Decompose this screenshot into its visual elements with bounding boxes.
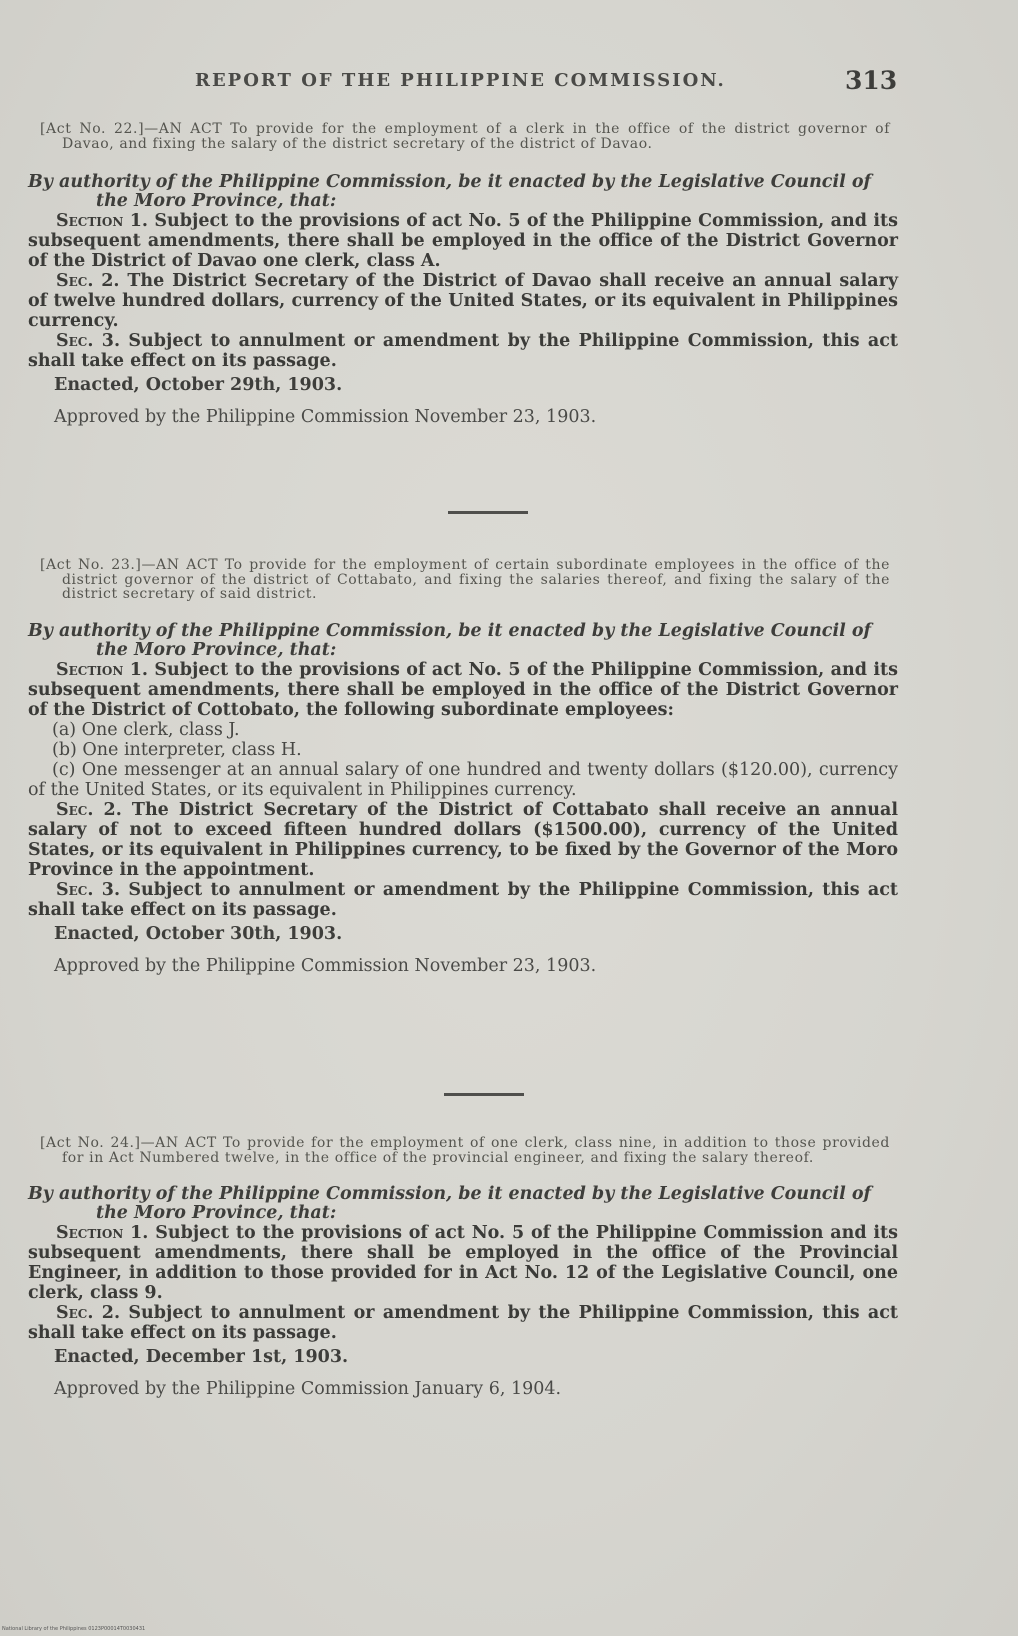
section-label: Section 1. [56,1223,149,1243]
section-2 [28,1303,898,1343]
section-label: Sec. 3. [56,879,121,900]
running-title: REPORT OF THE PHILIPPINE COMMISSION. [195,70,726,91]
section-label: Section 1. [56,659,148,680]
act-22 [28,122,898,427]
scan-footer-note: National Library of the Philippines 0123P00014T0030431 [2,1626,146,1632]
page-number: 313 [845,66,898,95]
section-label: Sec. 3. [56,331,121,351]
section-label: Sec. 2. [56,799,122,820]
approved-date: Approved by the Philippine Commission January 6, 1904. [54,1379,562,1399]
enacted-date: Enacted, October 30th, 1903. [54,923,343,944]
section-text: Subject to the provisions of act No. 5 of the Philippine Commission and its subsequent amendments, there shall be employed in the office of the Provincial Engineer, in addition to those provided for in Act No. 12 of the Legislative Council, one clerk, class 9. [28,1223,898,1303]
section-text: Subject to annulment or amendment by the Philippine Commission, this act shall take effect on its passage. [28,1303,898,1343]
section-text: Subject to the provisions of act No. 5 of the Philippine Commission, and its subsequent amendments, there shall be employed in the office of the District Governor of the District of Cottobato, the following subordinate employees: [28,659,898,720]
section-label: Section 1. [56,211,148,231]
section-divider [444,1093,524,1096]
list-item: (c) One messenger at an annual salary of one hundred and twenty dollars ($120.00), currency of the United States, or its equivalent in Philippines currency. [28,759,898,800]
enacted-date: Enacted, December 1st, 1903. [54,1347,349,1367]
section-1 [28,211,898,271]
act-heading: [Act No. 23.]—AN ACT To provide for the employment of certain subordinate employees in the office of the district governor of the district of Cottabato, and fixing the salaries thereof, and fixing the salary of the district secretary of said district. [40,557,890,602]
section-label: Sec. 2. [56,1303,121,1323]
section-1 [28,1223,898,1303]
approved-date: Approved by the Philippine Commission November 23, 1903. [54,955,597,976]
section-text: Subject to annulment or amendment by the Philippine Commission, this act shall take effect on its passage. [28,879,898,920]
section-3 [28,880,898,920]
act-heading: [Act No. 24.]—AN ACT To provide for the employment of one clerk, class nine, in addition to those provided for in Act Numbered twelve, in the office of the provincial engineer, and fixing the salary thereof. [40,1135,890,1166]
section-text: The District Secretary of the District of Cottabato shall receive an annual salary of not to exceed fifteen hundred dollars ($1500.00), currency of the United States, or its equivalent in Philippines currency, to be fixed by the Governor of the Moro Province in the appointment. [28,799,898,880]
act-23 [28,558,898,976]
enacting-clause: By authority of the Philippine Commission, be it enacted by the Legislative Council of the Moro Province, that: [28,1184,872,1223]
enacting-clause: By authority of the Philippine Commission, be it enacted by the Legislative Council of the Moro Province, that: [28,620,872,660]
section-label: Sec. 2. [56,271,120,291]
list-item: (b) One interpreter, class H. [52,739,302,760]
enacted-date: Enacted, October 29th, 1903. [54,375,343,395]
section-text: The District Secretary of the District of Davao shall receive an annual salary of twelve hundred dollars, currency of the United States, or its equivalent in Philippines currency. [28,271,898,331]
section-divider [448,511,528,514]
page-header [0,66,1018,106]
list-item: (a) One clerk, class J. [52,719,240,740]
approved-date: Approved by the Philippine Commission November 23, 1903. [54,407,597,427]
section-text: Subject to the provisions of act No. 5 of the Philippine Commission, and its subsequent amendments, there shall be employed in the office of the District Governor of the District of Davao one clerk, class A. [28,211,898,271]
section-1 [28,660,898,720]
act-heading: [Act No. 22.]—AN ACT To provide for the employment of a clerk in the office of the district governor of Davao, and fixing the salary of the district secretary of the district of Davao. [40,121,890,152]
section-3 [28,331,898,371]
section-2 [28,271,898,331]
section-2 [28,800,898,880]
section-text: Subject to annulment or amendment by the Philippine Commission, this act shall take effect on its passage. [28,331,898,371]
enacting-clause: By authority of the Philippine Commission, be it enacted by the Legislative Council of the Moro Province, that: [28,172,872,211]
act-24 [28,1136,898,1399]
